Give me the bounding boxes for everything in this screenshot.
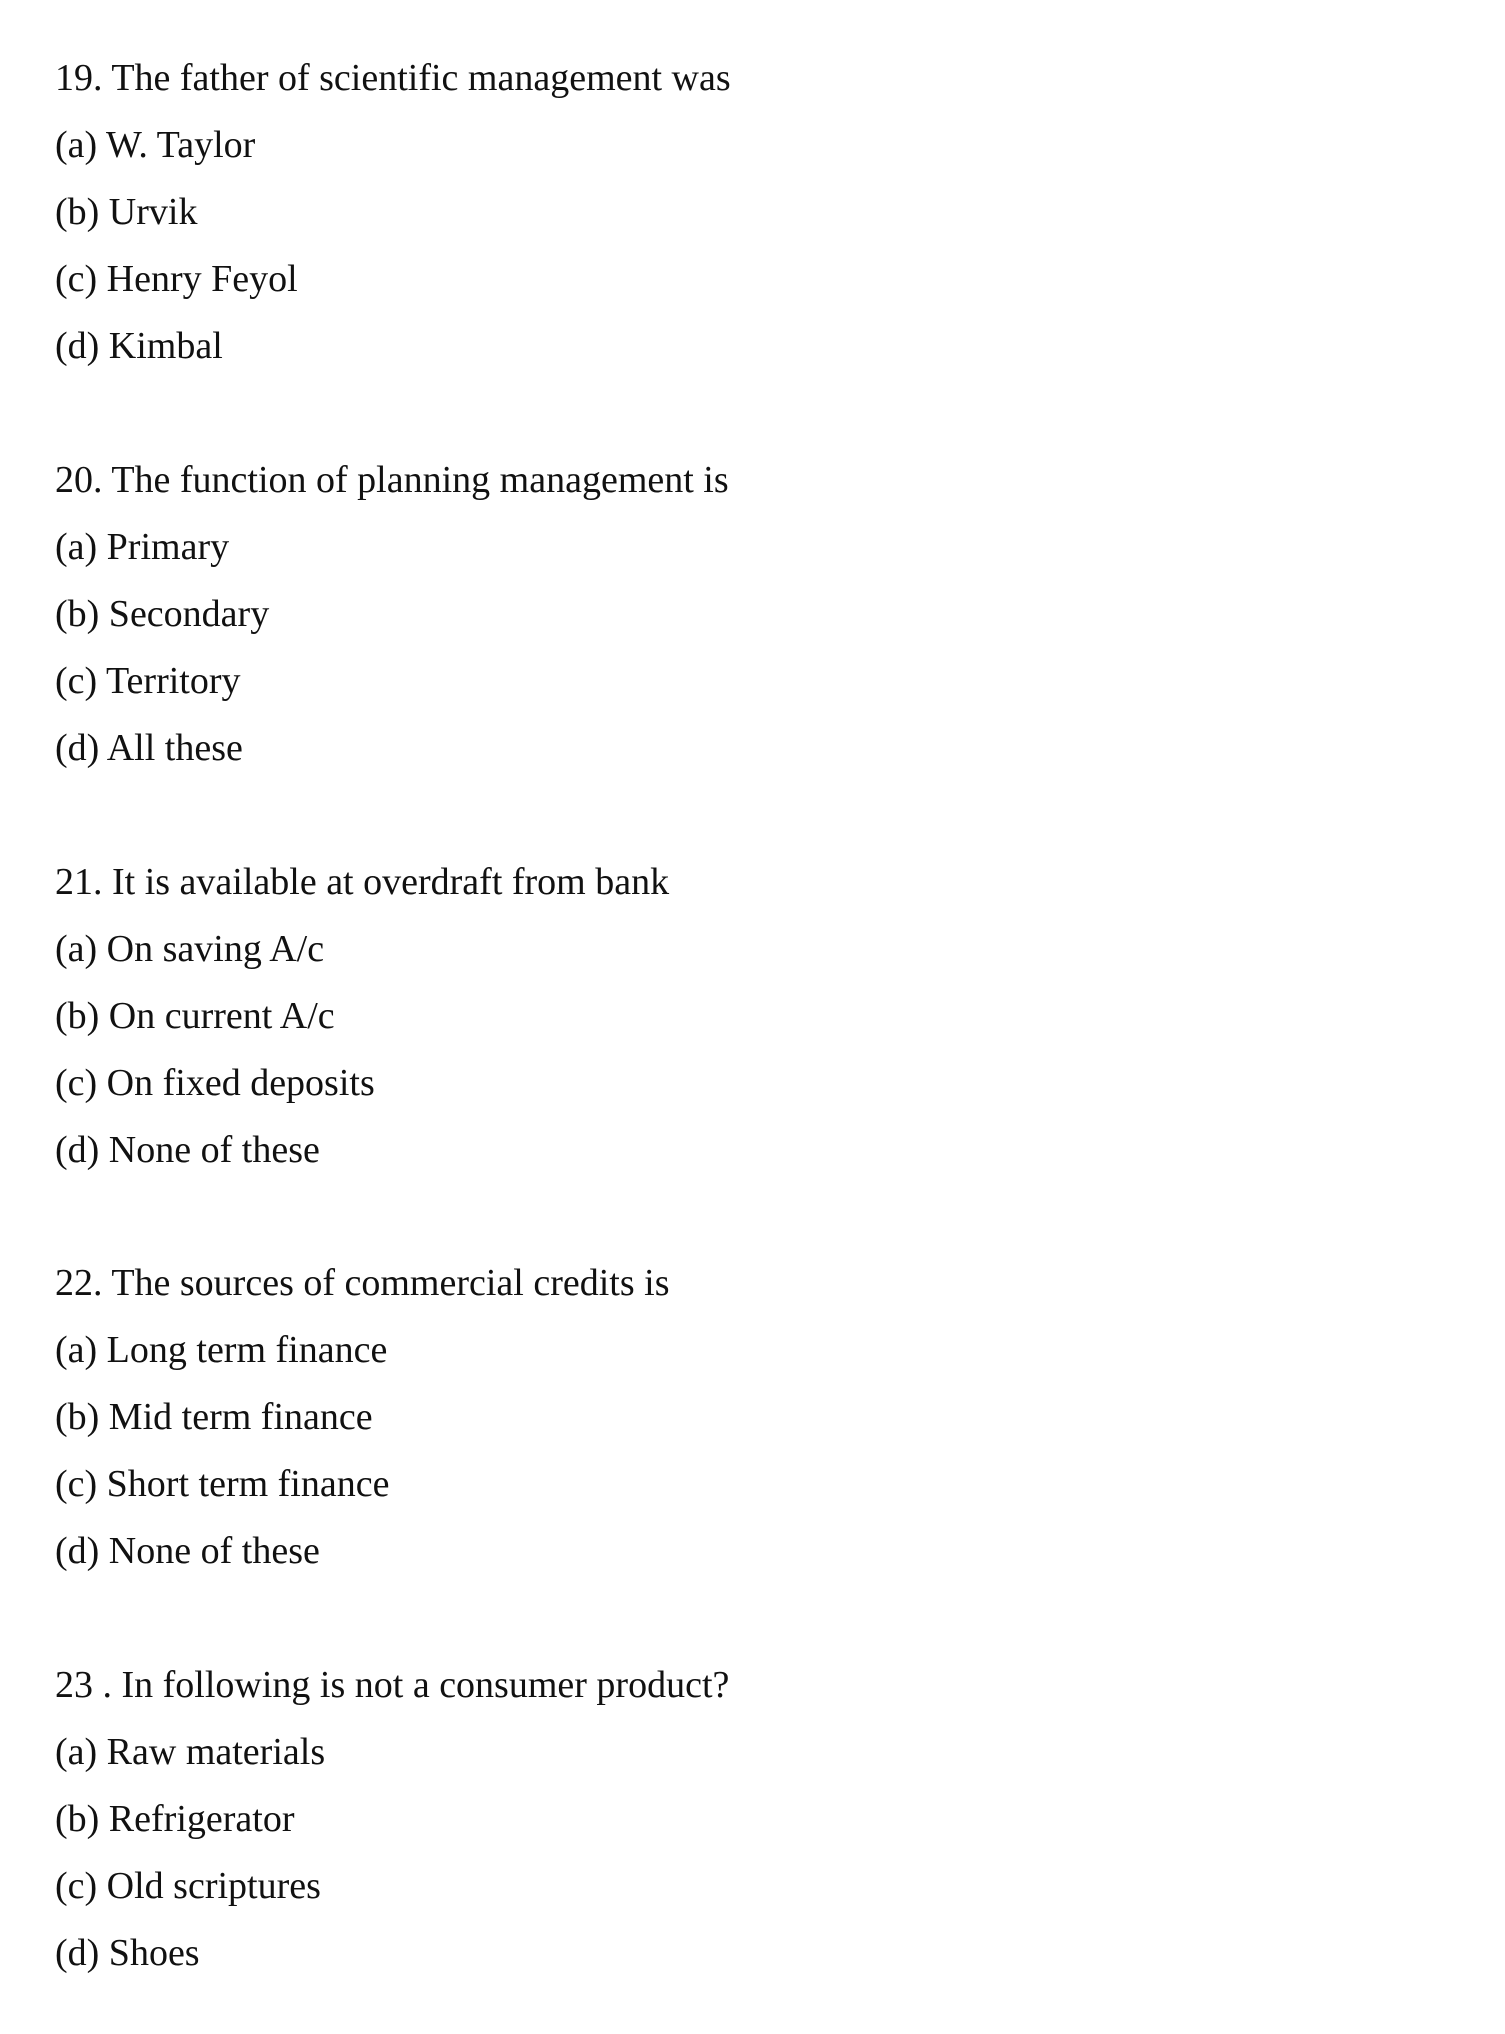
option-d: (d) None of these — [55, 1530, 320, 1572]
question-text: 19. The father of scientific management was — [55, 57, 731, 99]
option-d: (d) Shoes — [55, 1932, 200, 1974]
option-a: (a) W. Taylor — [55, 124, 256, 166]
option-c: (c) Short term finance — [55, 1463, 390, 1505]
question-text: 23 . In following is not a consumer product? — [55, 1664, 730, 1706]
option-d: (d) Kimbal — [55, 325, 223, 367]
option-a: (a) Primary — [55, 526, 230, 568]
question-text: 22. The sources of commercial credits is — [55, 1262, 670, 1304]
option-b: (b) Refrigerator — [55, 1798, 295, 1840]
option-a: (a) Raw materials — [55, 1731, 326, 1773]
option-d: (d) None of these — [55, 1129, 320, 1171]
option-a: (a) On saving A/c — [55, 928, 325, 970]
option-c: (c) On fixed deposits — [55, 1062, 375, 1104]
question-text: 20. The function of planning management is — [55, 459, 729, 501]
question-21 — [55, 849, 1455, 1184]
option-b: (b) Urvik — [55, 191, 198, 233]
option-c: (c) Henry Feyol — [55, 258, 298, 300]
question-19 — [55, 45, 1455, 380]
question-23 — [55, 1652, 1455, 1987]
option-c: (c) Territory — [55, 660, 241, 702]
option-b: (b) Secondary — [55, 593, 270, 635]
option-d: (d) All these — [55, 727, 243, 769]
option-a: (a) Long term finance — [55, 1329, 388, 1371]
question-22 — [55, 1250, 1455, 1585]
question-text: 21. It is available at overdraft from bank — [55, 861, 670, 903]
option-b: (b) Mid term finance — [55, 1396, 373, 1438]
question-20 — [55, 447, 1455, 782]
option-b: (b) On current A/c — [55, 995, 335, 1037]
option-c: (c) Old scriptures — [55, 1865, 321, 1907]
